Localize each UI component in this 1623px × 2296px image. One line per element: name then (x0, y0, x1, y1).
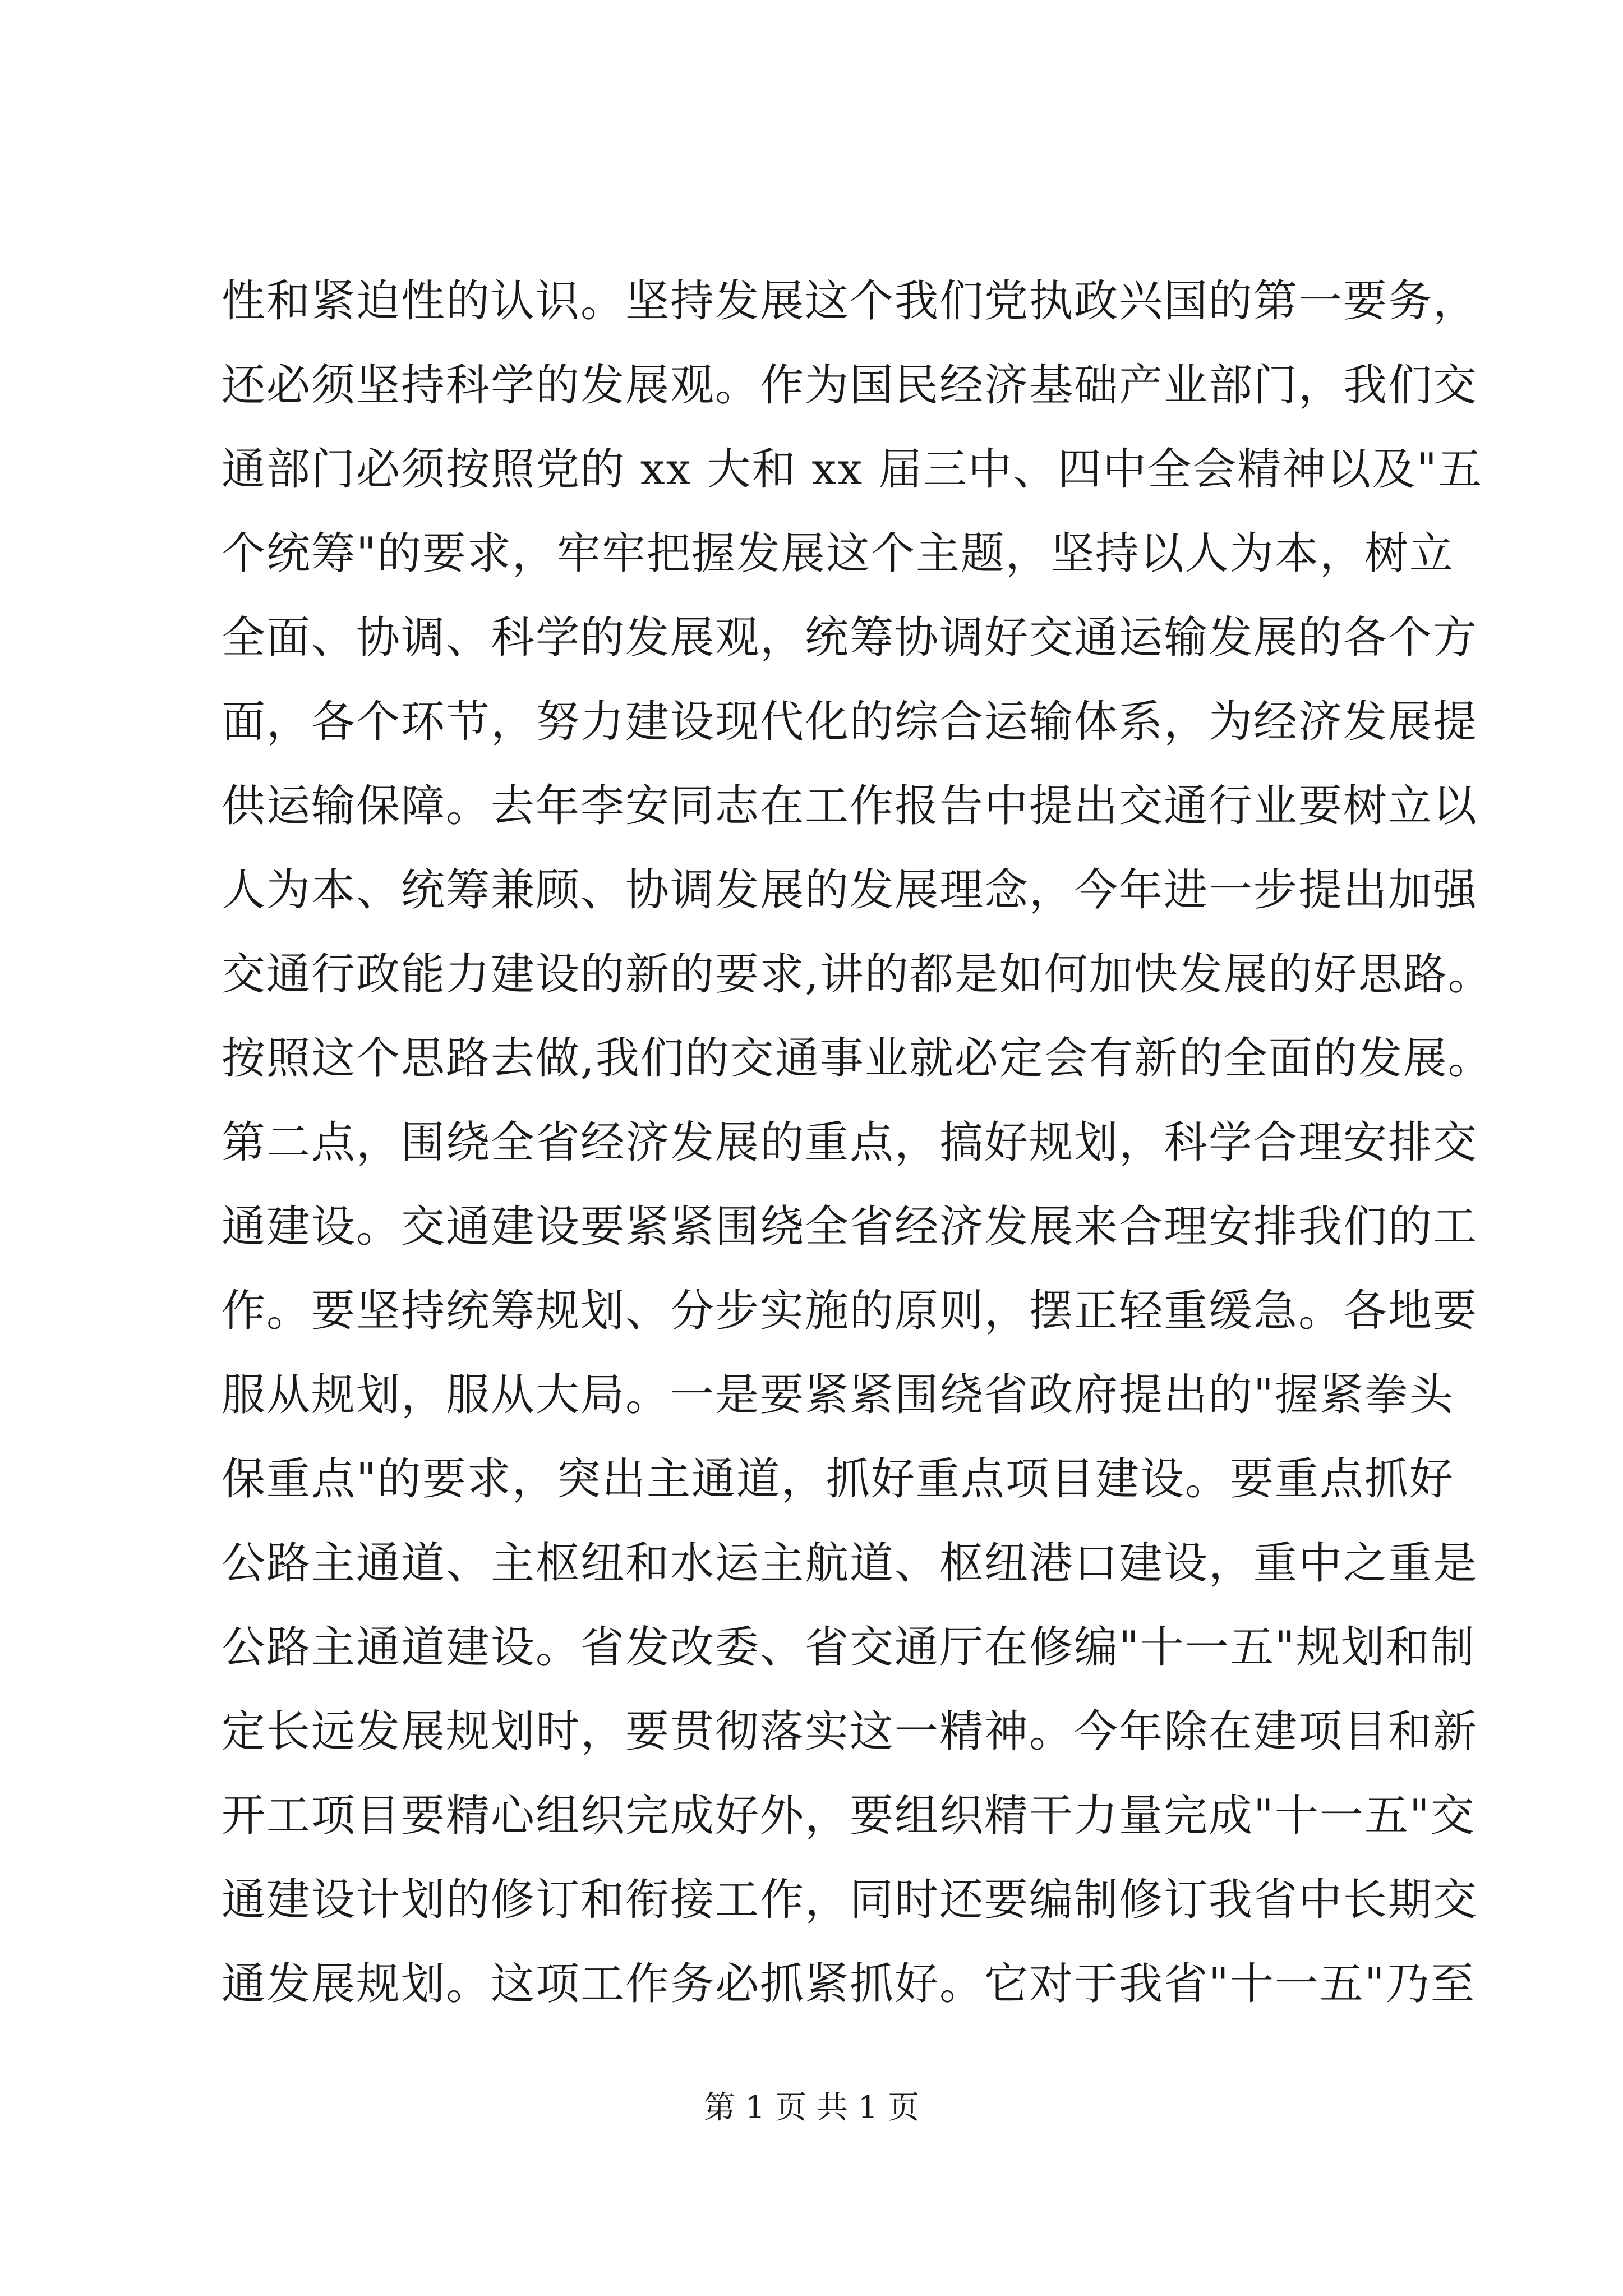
text-line: 供运输保障。去年李安同志在工作报告中提出交通行业要树立以 (222, 781, 1478, 831)
text-line: 人为本、统筹兼顾、协调发展的发展理念，今年进一步提出加强 (222, 865, 1478, 915)
text-line: 全面、协调、科学的发展观，统筹协调好交通运输发展的各个方 (222, 613, 1478, 663)
text-line: 服从规划，服从大局。一是要紧紧围绕省政府提出的"握紧拳头 (222, 1370, 1454, 1420)
text-line: 通建设。交通建设要紧紧围绕全省经济发展来合理安排我们的工 (222, 1202, 1478, 1252)
text-line: 通建设计划的修订和衔接工作，同时还要编制修订我省中长期交 (222, 1875, 1478, 1925)
text-line: 通发展规划。这项工作务必抓紧抓好。它对于我省"十一五"乃至 (222, 1959, 1476, 2009)
text-line: 保重点"的要求，突出主通道，抓好重点项目建设。要重点抓好 (222, 1454, 1454, 1504)
text-line: 公路主通道、主枢纽和水运主航道、枢纽港口建设，重中之重是 (222, 1538, 1478, 1589)
text-line: 公路主通道建设。省发改委、省交通厅在修编"十一五"规划和制 (222, 1622, 1476, 1673)
text-line: 按照这个思路去做,我们的交通事业就必定会有新的全面的发展。 (222, 1033, 1493, 1084)
text-line: 个统筹"的要求，牢牢把握发展这个主题，坚持以人为本，树立 (222, 528, 1454, 579)
body-text (222, 259, 1493, 2026)
text-line: 面，各个环节，努力建设现代化的综合运输体系，为经济发展提 (222, 697, 1478, 747)
text-line: 通部门必须按照党的 xx 大和 xx 届三中、四中全会精神以及"五 (222, 444, 1483, 495)
page-footer: 第 1 页 共 1 页 (703, 2090, 920, 2126)
text-line: 作。要坚持统筹规划、分步实施的原则，摆正轻重缓急。各地要 (222, 1286, 1478, 1336)
text-line: 性和紧迫性的认识。坚持发展这个我们党执政兴国的第一要务， (222, 276, 1478, 326)
text-line: 还必须坚持科学的发展观。作为国民经济基础产业部门，我们交 (222, 360, 1478, 411)
text-line: 交通行政能力建设的新的要求,讲的都是如何加快发展的好思路。 (222, 949, 1493, 1000)
text-line: 定长远发展规划时，要贯彻落实这一精神。今年除在建项目和新 (222, 1706, 1478, 1757)
text-line: 开工项目要精心组织完成好外，要组织精干力量完成"十一五"交 (222, 1791, 1476, 1841)
text-line: 第二点，围绕全省经济发展的重点，搞好规划，科学合理安排交 (222, 1117, 1478, 1168)
